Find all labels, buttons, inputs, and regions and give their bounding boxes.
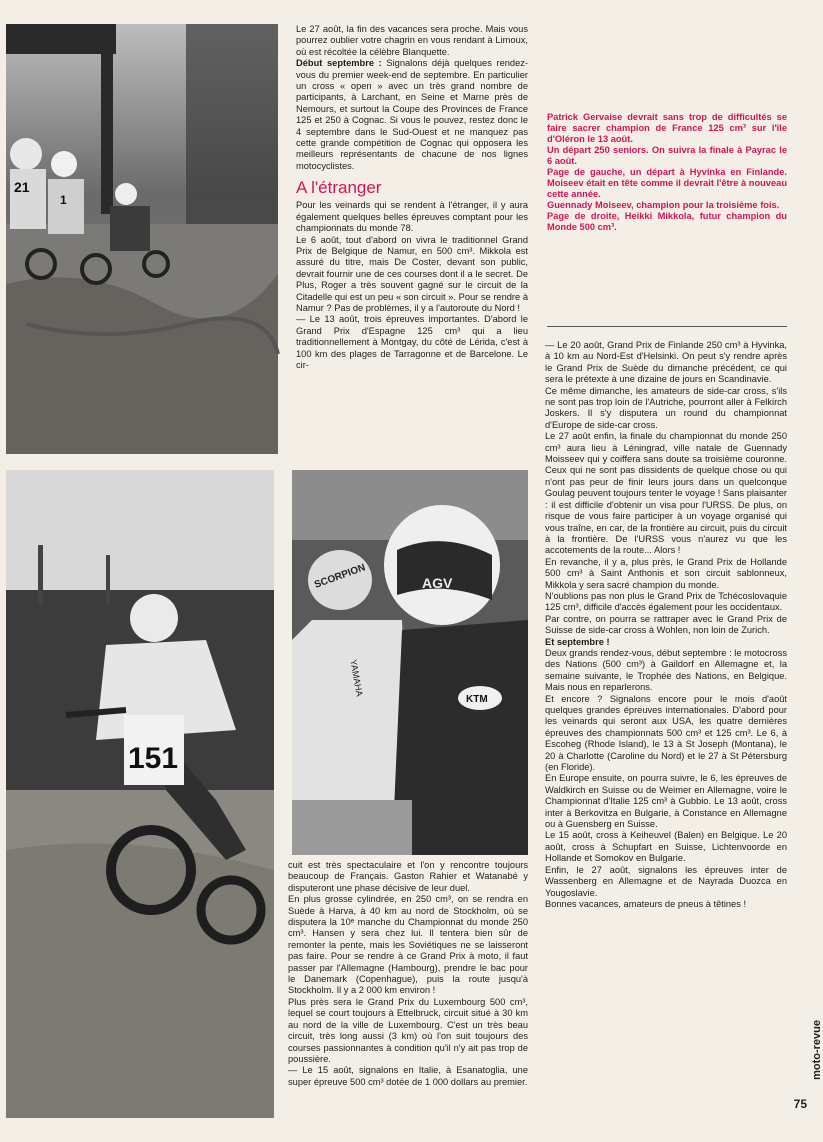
rider-number-1: 1 (60, 193, 67, 207)
photo-forest-riders (6, 24, 278, 454)
paragraph: Bonnes vacances, amateurs de pneus à têtines ! (545, 898, 747, 909)
lead-et-septembre: Et septembre ! (545, 636, 610, 647)
paragraph: Deux grands rendez-vous, début septembre : le motocross des Nations (500 cm³) à Gaildorf en Allemagne et, la semaine suivante, le Trophée des Nations, en Belgique. Mais nous en reparlerons. (545, 647, 787, 693)
paragraph: — Le 15 août, signalons en Italie, à Esanatoglia, une super épreuve 500 cm³ dotée de 1 000 dollars au premier. (288, 1065, 528, 1087)
paragraph: — Le 13 août, trois épreuves importantes. D'abord le Grand Prix d'Espagne 125 cm³ qui a lieu traditionnellement à Montgay, du côté de Lérida, c'est à 100 km des plages de Tarragonne et de Barcelone. Le cir- (296, 314, 528, 370)
rider-number-151: 151 (128, 742, 179, 775)
paragraph (545, 637, 787, 648)
caption-mikkola: Page de droite, Heikki Mikkola, futur champion du Monde 500 cm³. (547, 211, 787, 232)
paragraph: En revanche, il y a, plus près, le Grand Prix de Hollande 500 cm³ à Saint Anthonis et son circuit sablonneux, Mikkola y sera sacré champion du monde. (545, 556, 787, 590)
magazine-name: moto-revue (811, 1020, 823, 1080)
photo-rider-151-jump (6, 470, 274, 1118)
article-column-middle-bottom (288, 860, 528, 1118)
photo-helmets-closeup (292, 470, 528, 855)
caption-moiseev: Guennady Moiseev, champion pour la troisième fois. (547, 200, 780, 210)
section-heading-a-letranger: A l'étranger (296, 178, 382, 198)
paragraph: Le 6 août, tout d'abord on vivra le traditionnel Grand Prix de Belgique de Namur, en 500 cm³. Mikkola est assuré du titre, mais De Coster, devant son public, devrait fournir une de ces courses dont il a le secret. De Plus, Roger a très souvent gagné sur le circuit de la Citadelle qui est un peu « son circuit ». Pour se rendre à Namur ? Pas de problèmes, il y a l'autoroute du Nord ! (296, 234, 528, 313)
caption-hyvinka: Page de gauche, un départ à Hyvinka en Finlande. Moiseev était en tête comme il devrait l'être à nouveau cette année. (547, 167, 787, 199)
paragraph: Et encore ? Signalons encore pour le mois d'août quelques grandes épreuves internationales. D'abord pour les veinards qui seront aux USA, les quatre dernières épreuves des championnats 500 cm³ et 125 cm³. Le 6, à Escoheg (Rhode Island), le 13 à St Joseph (Montana), le 20 à Charlotte (Caroline du Nord) et le 27 à St Pétersburg (en Floride). (545, 693, 787, 773)
photo-captions (547, 112, 787, 322)
article-column-right (545, 340, 787, 1120)
paragraph: En Europe ensuite, on pourra suivre, le 6, les épreuves de Waldkirch en Suisse ou de Weimer en Allemagne, voire le Championnat d'Italie 125 cm³ à Gubbio. Le 13 août, cross inter à Berkovitza en Bulgarie, à Constance en Allemagne ou à Guensberg en Suisse. (545, 773, 787, 830)
paragraph: Ce même dimanche, les amateurs de side-car cross, s'ils ne sont pas trop loin de l'Autriche, pourront aller à Felkirch Joskers. Il s'y disputera un round du championnat d'Europe de side-car cross. (545, 385, 787, 430)
caption-depart-250: Un départ 250 seniors. On suivra la finale à Payrac le 6 août. (547, 145, 787, 166)
paragraph: Le 27 août enfin, la finale du championnat du monde 250 cm³ aura lieu à Léningrad, ville natale de Guennady Moisseev qui y coiffera sans doute sa troisième couronne. Ceux qui ne sont pas dissidents de quelque chose ou qui n'ont pas peur de finir leurs jours dans un quelconque Goulag peuvent toujours tenter le voyage ! Sans plaisanter : il est difficile d'obtenir un visa pour l'URSS. De plus, on risque de vous faire participer à un voyage organisé qui vous traîne, en car, de la frontière au circuit, puis du circuit à la frontière. De l'URSS vous n'aurez vu que les accotements de la route... Alors ! (545, 431, 787, 556)
paragraph: En plus grosse cylindrée, en 250 cm³, on se rendra en Suède à Harva, à 40 km au nord de Stockholm, où se disputera la 10ᵉ manche du Championnat du monde 250 cm³. Hansen y sera chez lui. Il tentera bien sûr de remonter la pente, mais les Soviétiques ne se laisseront pas faire. Pour se rendre à ce Grand Prix à moto, il faut passer par l'Allemagne (Hambourg), prendre le bac pour le Danemark (Copenhague), puis la route jusqu'à Stockholm. Il y a 2 000 km environ ! (288, 894, 528, 996)
paragraph: N'oublions pas non plus le Grand Prix de Tchécoslovaquie 125 cm³, difficile d'accès également pour les occidentaux. (545, 590, 787, 613)
paragraph: cuit est très spectaculaire et l'on y rencontre toujours beaucoup de Français. Gaston Rahier et Watanabé y disputeront une phase décisive de leur duel. (288, 860, 528, 893)
page-number: 75 (793, 1097, 807, 1111)
paragraph: Par contre, on pourra se rattraper avec le Grand Prix de Suisse de side-car cross à Wohlen, non loin de Zurich. (545, 613, 787, 636)
helmet-brand-agv: AGV (422, 575, 453, 591)
lead-debut-septembre: Début septembre : (296, 58, 382, 69)
article-column-middle-top (296, 24, 528, 464)
rider-number-21: 21 (14, 179, 30, 195)
caption-gervaise: Patrick Gervaise devrait sans trop de difficultés se faire sacrer champion de France 125 cm³ sur l'île d'Oléron le 13 août. (547, 112, 787, 144)
paragraph: Pour les veinards qui se rendent à l'étranger, il y aura également quelques belles épreuves comptant pour les championnats du monde 78. (296, 200, 528, 234)
jersey-brand-ktm: KTM (466, 694, 488, 705)
helmet-text-scorpion: SCORPION (313, 562, 367, 591)
paragraph: Plus près sera le Grand Prix du Luxembourg 500 cm³, lequel se court toujours à Ettelbruck, circuit situé à 30 km au nord de la ville de Luxembourg. C'est un très beau circuit, très long aussi (3 km) où l'on suit toujours des courses passionnantes à condition qu'il n'y ait pas trop de poussière. (288, 996, 528, 1064)
paragraph: — Le 20 août, Grand Prix de Finlande 250 cm³ à Hyvinka, à 10 km au Nord-Est d'Helsinki. On peut s'y rendre après le Grand Prix de Suède du dimanche précédent, ce qui sera le prétexte à une dizaine de jours en Scandinavie. (545, 340, 787, 385)
paragraph: Le 15 août, cross à Keiheuvel (Balen) en Belgique. Le 20 août, cross à Schupfart en Suisse, Lichtenvoorde en Hollande et Somokov en Bulgarie. (545, 830, 787, 864)
divider-rule (547, 326, 787, 327)
sleeve-text-yamaha: YAMAHA (348, 658, 365, 698)
paragraph: Début septembre : Signalons déjà quelques rendez-vous du premier week-end de septembre. En particulier un cross « open » avec un très grand nombre de participants, à Larchant, en Seine et Marne près de Nemours, et surtout la Coupe des Provinces de France 125 et 250 à Cognac. Si vous le pouvez, restez donc le 4 septembre dans le Sud-Ouest et ne manquez pas cette grande compétition de Cognac qui opposera les meilleurs représentants de chacune de nos lignes motocyclistes. (296, 58, 529, 171)
paragraph: Enfin, le 27 août, signalons les épreuves inter de Wassenberg en Allemagne et de Nayrada Duozca en Yougoslavie. (545, 864, 787, 898)
paragraph: Le 27 août, la fin des vacances sera proche. Mais vous pourrez oublier votre chagrin en vous rendant à Limoux, où est récoltée la célèbre Blanquette. (296, 24, 528, 57)
